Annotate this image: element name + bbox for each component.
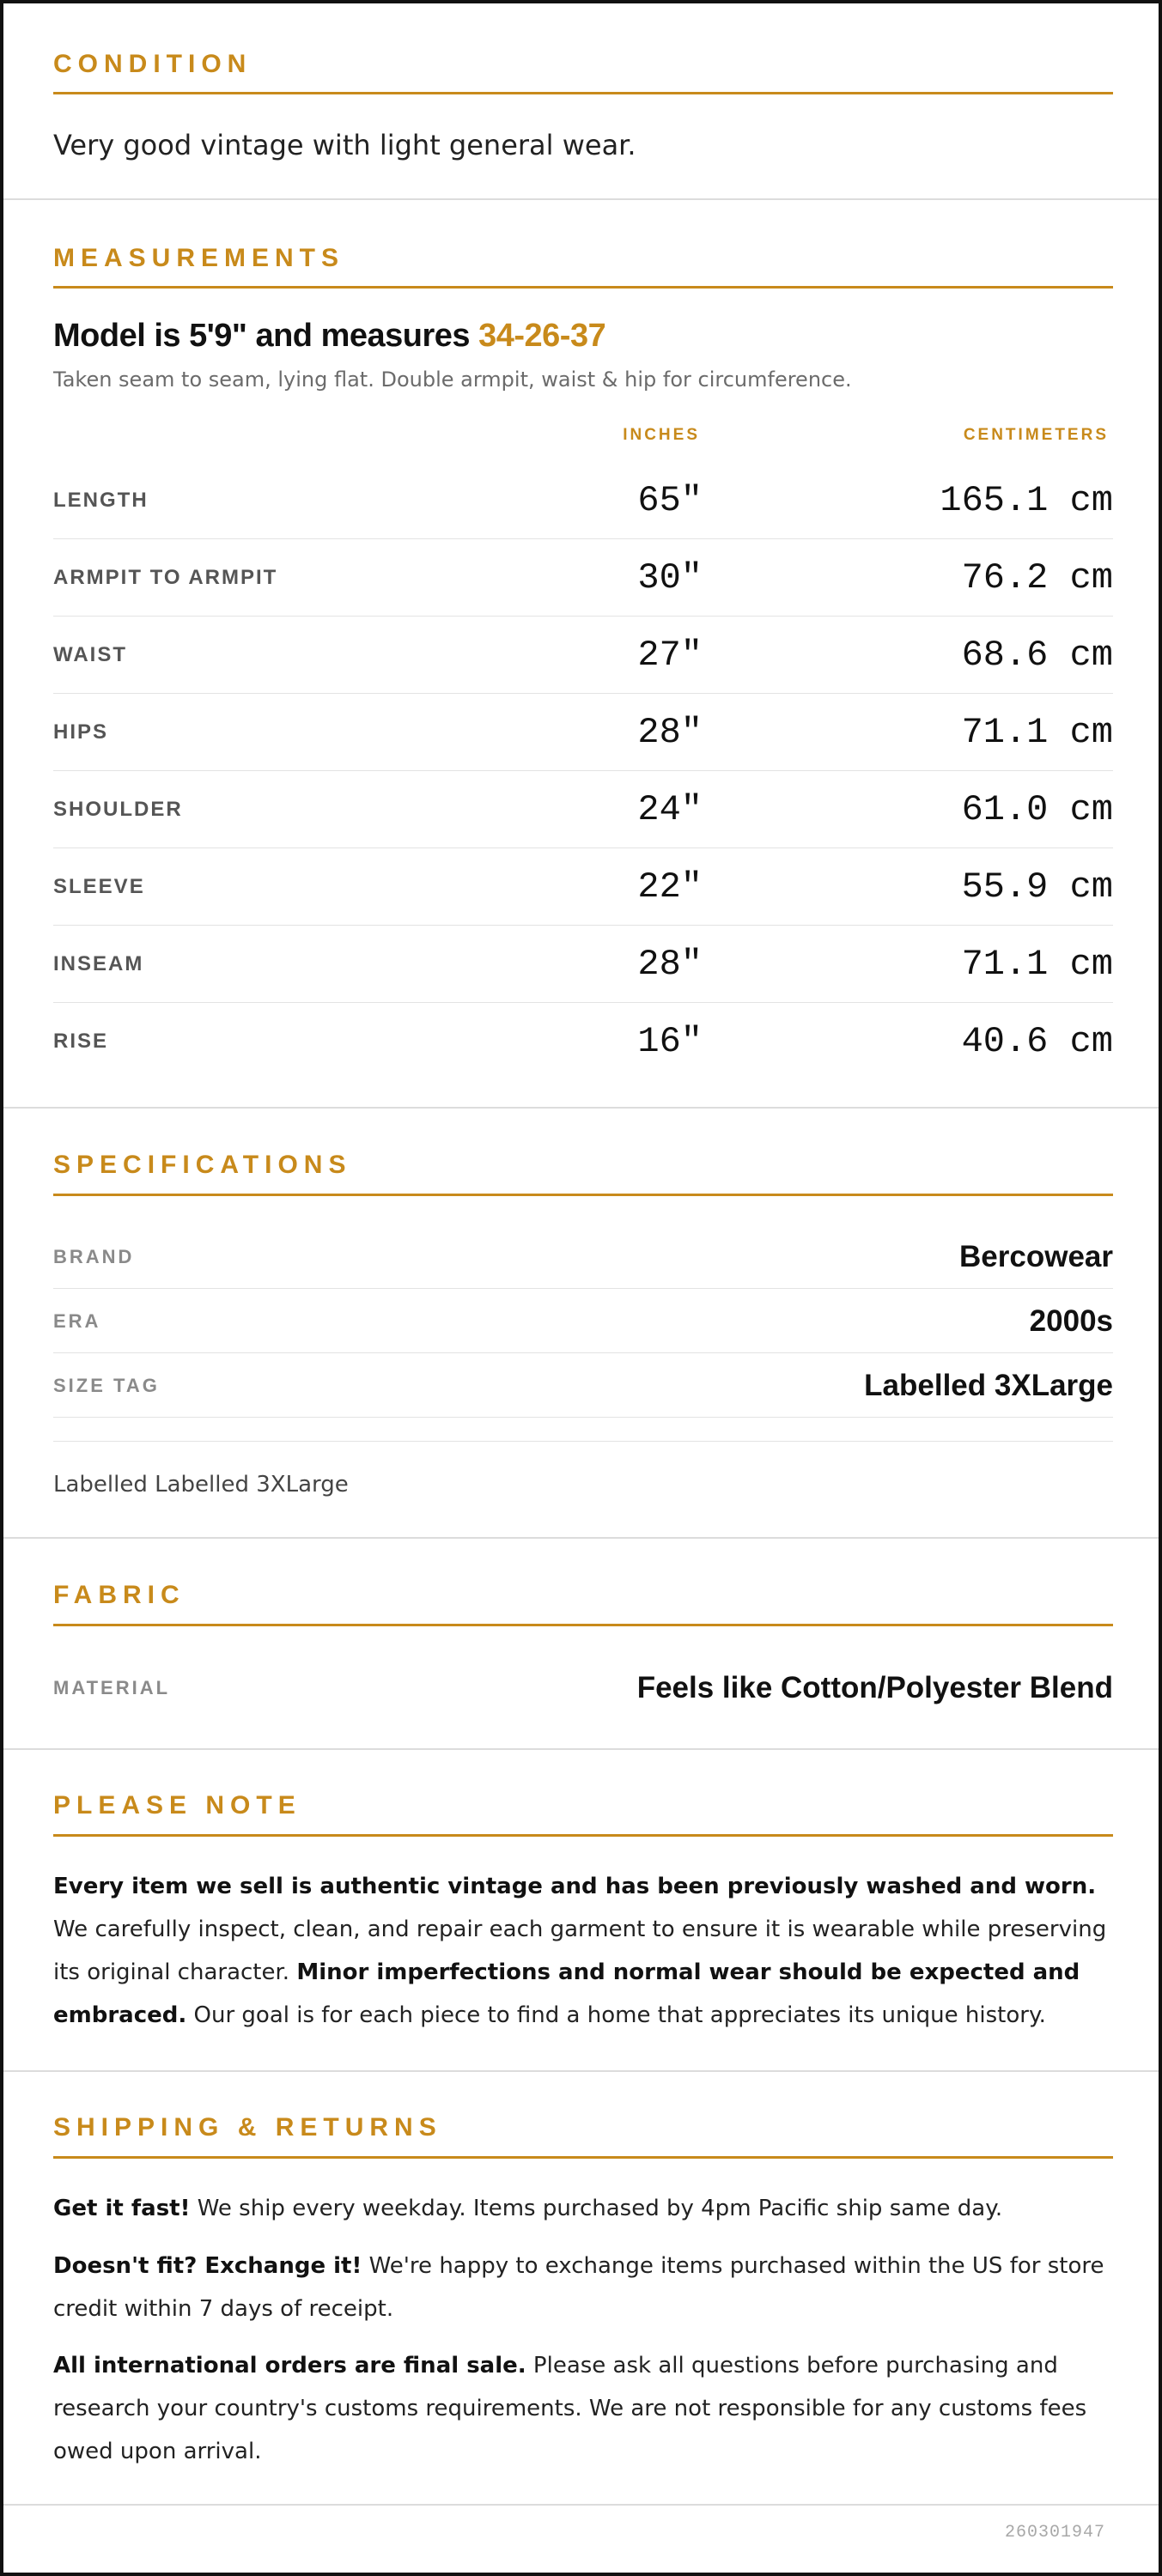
measurement-label: WAIST — [53, 643, 127, 666]
measurement-label: ARMPIT TO ARMPIT — [53, 566, 278, 589]
section-divider — [3, 1748, 1159, 1750]
spec-value: 2000s — [1029, 1304, 1113, 1338]
spec-label: BRAND — [53, 1246, 135, 1267]
measurement-row-length — [53, 462, 1113, 539]
please-note-rule — [53, 1834, 1113, 1837]
fabric-label: MATERIAL — [53, 1677, 171, 1698]
fabric-rule — [53, 1624, 1113, 1626]
measurement-label: INSEAM — [53, 952, 144, 975]
measurement-row-sleeve — [53, 848, 1113, 926]
measurement-label: HIPS — [53, 720, 109, 744]
measurement-cm: 55.9 cm — [961, 866, 1113, 908]
condition-text: Very good vintage with light general wear. — [53, 129, 636, 161]
section-divider — [3, 1537, 1159, 1539]
section-divider — [3, 1107, 1159, 1109]
please-note-heading: PLEASE NOTE — [53, 1791, 301, 1820]
measurements-rule — [53, 286, 1113, 289]
shipping-text-3: Please ask all questions before purchasing and research your country's customs requirements. We are not responsible for any customs fees owed upon arrival. — [53, 2353, 1087, 2464]
shipping-text-2: We're happy to exchange items purchased within the US for store credit within 7 days of receipt. — [53, 2253, 1104, 2322]
measurement-inches: 27" — [637, 635, 703, 676]
condition-heading: CONDITION — [53, 50, 252, 78]
col-header-centimeters: CENTIMETERS — [963, 426, 1109, 444]
shipping-rule — [53, 2156, 1113, 2159]
model-measure-value: 34-26-37 — [478, 318, 606, 354]
measurement-row-armpit — [53, 539, 1113, 617]
section-divider — [3, 2070, 1159, 2072]
measurement-inches: 16" — [637, 1021, 703, 1062]
measurement-cm: 61.0 cm — [961, 789, 1113, 830]
measurement-cm: 76.2 cm — [961, 557, 1113, 598]
please-note-text-2: Our goal is for each piece to find a home that appreciates its unique history. — [186, 2002, 1046, 2028]
specifications-rule — [53, 1194, 1113, 1196]
spec-label: ERA — [53, 1310, 101, 1332]
measurement-label: SHOULDER — [53, 798, 183, 821]
measurement-inches: 28" — [637, 944, 703, 985]
section-divider — [3, 2504, 1159, 2506]
fabric-value: Feels like Cotton/Polyester Blend — [636, 1671, 1113, 1704]
row-divider — [53, 1417, 1113, 1418]
shipping-bold-2: Doesn't fit? Exchange it! — [53, 2253, 362, 2279]
condition-rule — [53, 92, 1113, 94]
section-divider — [3, 198, 1159, 200]
size-tag-note: Labelled Labelled 3XLarge — [53, 1472, 349, 1498]
measurement-row-shoulder — [53, 771, 1113, 848]
measurement-row-inseam — [53, 926, 1113, 1003]
spec-value: Bercowear — [959, 1240, 1113, 1273]
shipping-bold-3: All international orders are final sale. — [53, 2353, 526, 2379]
col-header-inches: INCHES — [623, 426, 700, 444]
shipping-heading: SHIPPING & RETURNS — [53, 2113, 442, 2142]
measurement-row-rise — [53, 1003, 1113, 1080]
shipping-text-1: We ship every weekday. Items purchased by 4pm Pacific ship same day. — [190, 2196, 1003, 2221]
measurement-cm: 40.6 cm — [961, 1021, 1113, 1062]
measurement-note: Taken seam to seam, lying flat. Double armpit, waist & hip for circumference. — [53, 368, 852, 392]
measurement-row-hips — [53, 694, 1113, 771]
spec-row-era — [53, 1289, 1113, 1353]
spec-value: Labelled 3XLarge — [864, 1369, 1113, 1402]
measurement-inches: 24" — [637, 789, 703, 830]
spec-row-size-tag — [53, 1353, 1113, 1418]
model-measurements — [53, 318, 605, 355]
measurement-label: SLEEVE — [53, 875, 145, 898]
measurement-cm: 165.1 cm — [940, 480, 1113, 521]
please-note-bold-2: Minor imperfections and normal wear should be expected and embraced. — [53, 1959, 1080, 2028]
spec-note-divider — [53, 1441, 1113, 1442]
measurement-label: RISE — [53, 1030, 109, 1053]
measurement-cm: 68.6 cm — [961, 635, 1113, 676]
measurement-cm: 71.1 cm — [961, 944, 1113, 985]
shipping-paragraph-2 — [53, 2245, 1118, 2330]
model-prefix: Model is 5'9" and measures — [53, 318, 479, 354]
measurements-heading: MEASUREMENTS — [53, 244, 345, 272]
measurement-inches: 22" — [637, 866, 703, 908]
specifications-heading: SPECIFICATIONS — [53, 1151, 352, 1179]
shipping-paragraph-3 — [53, 2344, 1118, 2473]
shipping-paragraph-1 — [53, 2187, 1118, 2230]
item-id: 260301947 — [1004, 2523, 1105, 2543]
spec-label: SIZE TAG — [53, 1375, 160, 1396]
spec-row-brand — [53, 1224, 1113, 1289]
measurement-inches: 30" — [637, 557, 703, 598]
please-note-bold-1: Every item we sell is authentic vintage and has been previously washed and worn. — [53, 1874, 1097, 1899]
fabric-heading: FABRIC — [53, 1581, 186, 1609]
measurement-inches: 28" — [637, 712, 703, 753]
measurement-label: LENGTH — [53, 489, 149, 512]
please-note-text-1: We carefully inspect, clean, and repair each garment to ensure it is wearable while preserving its original character. — [53, 1917, 1107, 1985]
measurement-cm: 71.1 cm — [961, 712, 1113, 753]
fabric-row-material — [53, 1656, 1113, 1720]
measurement-row-waist — [53, 617, 1113, 694]
please-note-text — [53, 1865, 1118, 2037]
measurement-inches: 65" — [637, 480, 703, 521]
shipping-bold-1: Get it fast! — [53, 2196, 191, 2221]
